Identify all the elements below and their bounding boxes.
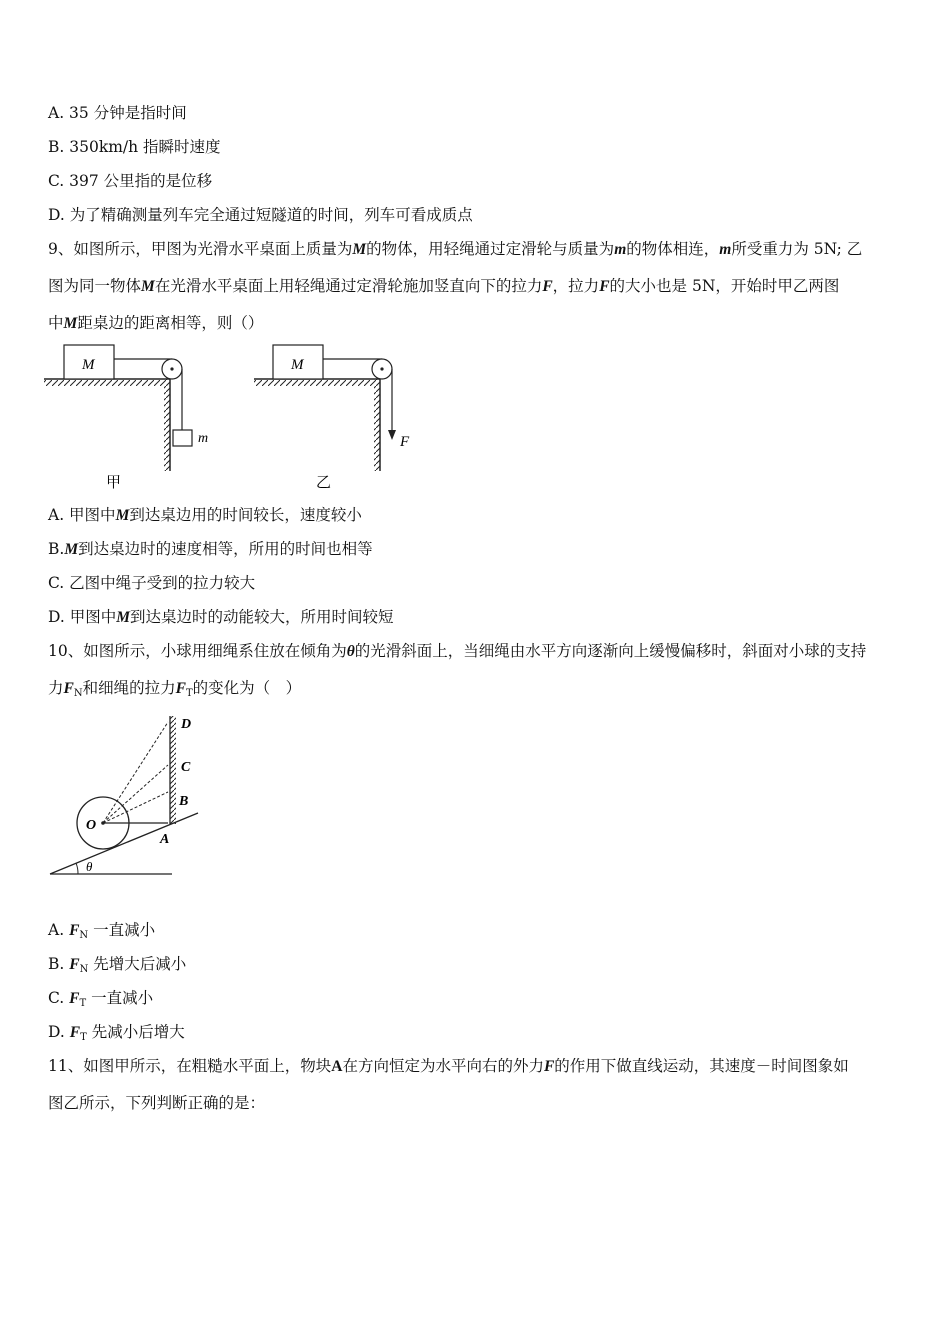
q9-stem-line-3: 中M距桌边的距离相等，则（） bbox=[48, 314, 264, 332]
force-arrow bbox=[388, 430, 396, 440]
q10-option-b: B. $F_N$ 先增大后减小 bbox=[48, 955, 187, 975]
figure-yi bbox=[254, 345, 410, 491]
label-yi: 乙 bbox=[316, 475, 332, 491]
q10-option-c: C. $F_T$ 一直减小 bbox=[48, 989, 154, 1009]
label-F-yi: F bbox=[400, 434, 410, 450]
label-O: O bbox=[86, 818, 97, 833]
q9-option-c: C. 乙图中绳子受到的拉力较大 bbox=[48, 574, 256, 592]
q10-option-d: D. $F_T$ 先减小后增大 bbox=[48, 1023, 185, 1043]
q9-option-a: A. 甲图中M到达桌边用的时间较长，速度较小 bbox=[48, 506, 362, 524]
label-theta: θ bbox=[86, 859, 93, 874]
q8-option-b: B. 350km/h 指瞬时速度 bbox=[48, 138, 221, 156]
q10-stem-line-2: 力$F_N$和细绳的拉力$F_T$的变化为（ ） bbox=[48, 679, 302, 699]
label-D: D bbox=[181, 717, 192, 732]
q9-option-b: B.M到达桌边时的速度相等，所用的时间也相等 bbox=[48, 540, 373, 558]
label-C: C bbox=[181, 760, 191, 775]
q8-option-c: C. 397 公里指的是位移 bbox=[48, 172, 213, 190]
label-m-jia: m bbox=[198, 431, 209, 446]
q9-stem-line-2: 图为同一物体M在光滑水平桌面上用轻绳通过定滑轮施加竖直向下的拉力F，拉力F的大小也是 5N，开始时甲乙两图 bbox=[48, 277, 840, 295]
q9-pulley-figure bbox=[40, 338, 440, 494]
label-M-jia: M bbox=[82, 357, 95, 373]
q10-option-a: A. $F_N$ 一直减小 bbox=[48, 921, 156, 941]
q11-stem-line-1: 11、如图甲所示，在粗糙水平面上，物块A在方向恒定为水平向右的外力F的作用下做直线运动，其速度－时间图象如 bbox=[48, 1057, 849, 1075]
q8-option-a: A. 35 分钟是指时间 bbox=[48, 104, 187, 122]
q10-incline-figure bbox=[44, 710, 214, 882]
label-M-yi: M bbox=[291, 357, 304, 373]
q9-stem-line-1: 9、如图所示，甲图为光滑水平桌面上质量为M的物体，用轻绳通过定滑轮与质量为m的物体相连，m所受重力为 5N; 乙 bbox=[48, 240, 863, 258]
label-jia: 甲 bbox=[106, 475, 122, 491]
figure-jia bbox=[44, 345, 208, 491]
q11-stem-line-2: 图乙所示，下列判断正确的是： bbox=[48, 1094, 266, 1112]
q9-option-d: D. 甲图中M到达桌边时的动能较大，所用时间较短 bbox=[48, 608, 394, 626]
label-B: B bbox=[179, 794, 189, 809]
q10-stem-line-1: 10、如图所示，小球用细绳系住放在倾角为θ的光滑斜面上，当细绳由水平方向逐渐向上缓慢偏移时，斜面对小球的支持 bbox=[48, 642, 867, 660]
q8-option-d: D. 为了精确测量列车完全通过短隧道的时间，列车可看成质点 bbox=[48, 206, 473, 224]
block-m-jia bbox=[173, 430, 192, 446]
label-A: A bbox=[160, 832, 170, 847]
